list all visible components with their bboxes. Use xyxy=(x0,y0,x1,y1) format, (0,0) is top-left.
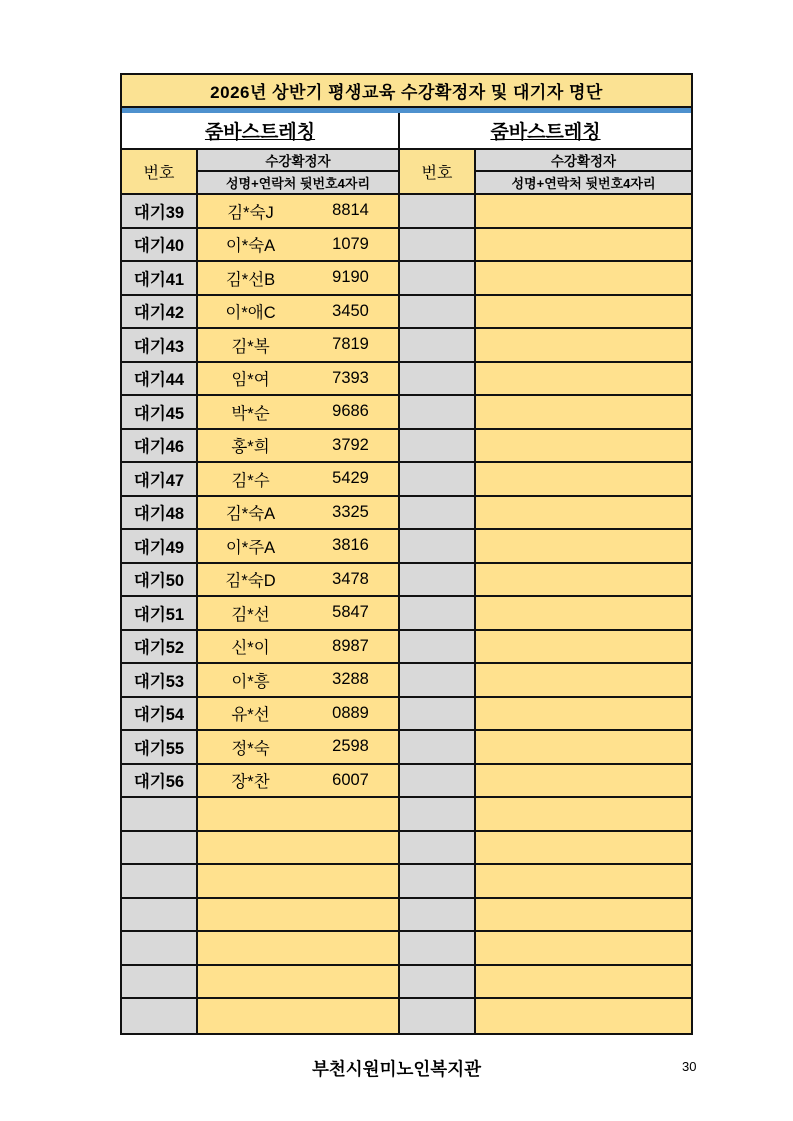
row-name-cell xyxy=(476,865,596,897)
table-row xyxy=(400,664,691,698)
row-phone4-cell xyxy=(596,731,691,763)
row-name-cell: 홍*희 xyxy=(198,430,303,462)
row-number-cell: 대기44 xyxy=(122,363,198,395)
row-name-cell xyxy=(476,195,596,227)
table-row xyxy=(122,463,398,497)
row-number-cell xyxy=(122,865,198,897)
row-number-cell xyxy=(400,698,476,730)
row-phone4-cell xyxy=(596,899,691,931)
row-number-cell: 대기51 xyxy=(122,597,198,629)
row-phone4-cell: 0889 xyxy=(303,698,398,730)
row-phone4-cell: 8814 xyxy=(303,195,398,227)
row-phone4-cell: 8987 xyxy=(303,631,398,663)
row-phone4-cell xyxy=(596,698,691,730)
row-name-cell xyxy=(198,966,303,998)
row-number-cell xyxy=(400,396,476,428)
row-number-cell xyxy=(400,664,476,696)
row-name-cell xyxy=(476,396,596,428)
row-number-cell: 대기49 xyxy=(122,530,198,562)
row-number-cell: 대기56 xyxy=(122,765,198,797)
row-number-cell xyxy=(400,999,476,1033)
table-row xyxy=(400,396,691,430)
row-name-cell: 김*선 xyxy=(198,597,303,629)
column-headers xyxy=(400,150,691,195)
row-name-cell: 김*수 xyxy=(198,463,303,495)
table-row xyxy=(122,664,398,698)
row-name-cell xyxy=(476,329,596,361)
table-row xyxy=(400,999,691,1033)
table-row xyxy=(400,195,691,229)
section-right xyxy=(400,113,691,1033)
row-name-cell xyxy=(476,229,596,261)
table-row xyxy=(400,631,691,665)
row-number-cell xyxy=(122,798,198,830)
row-name-cell xyxy=(198,899,303,931)
table-row xyxy=(400,765,691,799)
row-name-cell xyxy=(476,798,596,830)
row-name-cell xyxy=(476,932,596,964)
row-number-cell xyxy=(400,296,476,328)
table-row xyxy=(122,597,398,631)
row-name-cell xyxy=(476,530,596,562)
row-number-cell xyxy=(400,966,476,998)
table-row xyxy=(400,229,691,263)
row-phone4-cell xyxy=(303,899,398,931)
table-row xyxy=(400,899,691,933)
row-name-cell xyxy=(198,999,303,1033)
table-row xyxy=(122,932,398,966)
row-phone4-cell: 3325 xyxy=(303,497,398,529)
row-phone4-cell xyxy=(596,329,691,361)
row-number-cell xyxy=(122,832,198,864)
row-phone4-cell: 7819 xyxy=(303,329,398,361)
row-phone4-cell xyxy=(303,999,398,1033)
row-name-cell xyxy=(476,999,596,1033)
row-number-cell xyxy=(400,865,476,897)
row-number-cell xyxy=(400,765,476,797)
row-name-cell xyxy=(476,832,596,864)
row-number-cell xyxy=(400,329,476,361)
row-number-cell xyxy=(400,229,476,261)
row-name-cell xyxy=(476,731,596,763)
table-row xyxy=(122,798,398,832)
table-row xyxy=(122,999,398,1033)
row-phone4-cell xyxy=(303,932,398,964)
row-number-cell xyxy=(400,363,476,395)
row-phone4-cell xyxy=(596,865,691,897)
table-row xyxy=(122,631,398,665)
row-name-cell xyxy=(476,262,596,294)
row-name-cell xyxy=(476,296,596,328)
column-headers xyxy=(122,150,398,195)
row-number-cell: 대기39 xyxy=(122,195,198,227)
row-number-cell xyxy=(400,430,476,462)
row-name-cell xyxy=(476,564,596,596)
row-name-cell xyxy=(476,899,596,931)
row-phone4-cell xyxy=(596,396,691,428)
table-row xyxy=(400,497,691,531)
row-name-cell: 이*숙A xyxy=(198,229,303,261)
table-row xyxy=(400,363,691,397)
table-row xyxy=(122,262,398,296)
row-number-cell xyxy=(400,832,476,864)
row-name-cell: 김*숙D xyxy=(198,564,303,596)
table-row xyxy=(122,899,398,933)
row-name-cell: 신*이 xyxy=(198,631,303,663)
table-row xyxy=(400,832,691,866)
rows-left xyxy=(122,195,398,1033)
col-header-name-phone: 성명+연락처 뒷번호4자리 xyxy=(198,172,398,193)
table-row xyxy=(122,430,398,464)
table-row xyxy=(122,832,398,866)
row-number-cell xyxy=(400,899,476,931)
row-phone4-cell xyxy=(596,798,691,830)
row-phone4-cell: 9190 xyxy=(303,262,398,294)
row-phone4-cell xyxy=(596,363,691,395)
row-name-cell xyxy=(476,497,596,529)
row-phone4-cell xyxy=(596,262,691,294)
row-number-cell xyxy=(400,497,476,529)
row-phone4-cell: 5429 xyxy=(303,463,398,495)
table-row xyxy=(400,865,691,899)
row-phone4-cell xyxy=(596,530,691,562)
row-number-cell xyxy=(400,564,476,596)
table-row xyxy=(122,329,398,363)
table-row xyxy=(122,966,398,1000)
row-phone4-cell: 9686 xyxy=(303,396,398,428)
row-name-cell xyxy=(198,865,303,897)
row-phone4-cell: 3816 xyxy=(303,530,398,562)
table-row xyxy=(400,564,691,598)
row-number-cell xyxy=(400,530,476,562)
row-name-cell: 이*흥 xyxy=(198,664,303,696)
row-phone4-cell: 3288 xyxy=(303,664,398,696)
row-name-cell xyxy=(476,966,596,998)
row-phone4-cell xyxy=(596,463,691,495)
row-phone4-cell xyxy=(596,296,691,328)
row-phone4-cell xyxy=(596,430,691,462)
row-number-cell: 대기46 xyxy=(122,430,198,462)
row-phone4-cell xyxy=(596,497,691,529)
row-phone4-cell xyxy=(596,664,691,696)
row-phone4-cell: 5847 xyxy=(303,597,398,629)
table-row xyxy=(122,195,398,229)
row-phone4-cell xyxy=(596,932,691,964)
row-phone4-cell xyxy=(596,229,691,261)
table-row xyxy=(400,463,691,497)
col-header-confirmed: 수강확정자 xyxy=(198,150,398,172)
row-name-cell xyxy=(476,363,596,395)
table-row xyxy=(122,229,398,263)
row-name-cell: 임*여 xyxy=(198,363,303,395)
row-name-cell: 김*선B xyxy=(198,262,303,294)
table-row xyxy=(400,966,691,1000)
table-row xyxy=(400,597,691,631)
row-phone4-cell: 2598 xyxy=(303,731,398,763)
row-name-cell xyxy=(476,597,596,629)
table-row xyxy=(122,564,398,598)
row-phone4-cell: 7393 xyxy=(303,363,398,395)
row-phone4-cell xyxy=(596,966,691,998)
table-row xyxy=(400,932,691,966)
table-sections xyxy=(122,113,691,1033)
row-name-cell xyxy=(476,463,596,495)
row-phone4-cell xyxy=(596,832,691,864)
row-number-cell: 대기52 xyxy=(122,631,198,663)
table-row xyxy=(122,363,398,397)
col-header-no: 번호 xyxy=(122,150,198,193)
row-number-cell xyxy=(122,966,198,998)
row-number-cell xyxy=(400,195,476,227)
row-number-cell: 대기55 xyxy=(122,731,198,763)
row-phone4-cell xyxy=(596,195,691,227)
doc-title: 2026년 상반기 평생교육 수강확정자 및 대기자 명단 xyxy=(122,75,691,108)
class-name-heading xyxy=(400,113,691,150)
row-phone4-cell: 3478 xyxy=(303,564,398,596)
row-name-cell xyxy=(476,664,596,696)
table-row xyxy=(122,731,398,765)
col-header-confirmed: 수강확정자 xyxy=(476,150,691,172)
row-name-cell xyxy=(198,932,303,964)
row-name-cell: 김*숙J xyxy=(198,195,303,227)
row-number-cell: 대기48 xyxy=(122,497,198,529)
row-name-cell xyxy=(476,698,596,730)
row-number-cell xyxy=(400,631,476,663)
row-phone4-cell xyxy=(596,765,691,797)
class-name-text: 줌바스트레칭 xyxy=(490,122,601,143)
row-phone4-cell xyxy=(596,597,691,629)
table-row xyxy=(122,497,398,531)
col-header-no: 번호 xyxy=(400,150,476,193)
table-row xyxy=(122,698,398,732)
class-name-heading xyxy=(122,113,398,150)
table-row xyxy=(400,430,691,464)
row-number-cell xyxy=(400,463,476,495)
row-name-cell: 김*복 xyxy=(198,329,303,361)
table-row xyxy=(400,530,691,564)
row-name-cell xyxy=(198,832,303,864)
row-phone4-cell xyxy=(596,564,691,596)
table-row xyxy=(400,698,691,732)
row-phone4-cell: 3792 xyxy=(303,430,398,462)
row-number-cell: 대기50 xyxy=(122,564,198,596)
page-number: 30 xyxy=(682,1059,697,1074)
row-name-cell: 장*찬 xyxy=(198,765,303,797)
row-name-cell xyxy=(198,798,303,830)
row-number-cell: 대기47 xyxy=(122,463,198,495)
table-row xyxy=(122,396,398,430)
col-header-name-phone: 성명+연락처 뒷번호4자리 xyxy=(476,172,691,193)
row-number-cell: 대기40 xyxy=(122,229,198,261)
row-number-cell xyxy=(122,999,198,1033)
row-name-cell: 이*주A xyxy=(198,530,303,562)
row-phone4-cell xyxy=(303,798,398,830)
table-row xyxy=(122,865,398,899)
row-number-cell: 대기42 xyxy=(122,296,198,328)
row-number-cell xyxy=(400,798,476,830)
row-phone4-cell: 3450 xyxy=(303,296,398,328)
row-phone4-cell xyxy=(303,865,398,897)
row-phone4-cell xyxy=(303,966,398,998)
row-number-cell: 대기41 xyxy=(122,262,198,294)
row-phone4-cell: 6007 xyxy=(303,765,398,797)
table-row xyxy=(400,798,691,832)
table-row xyxy=(400,731,691,765)
table-row xyxy=(400,329,691,363)
row-number-cell xyxy=(122,932,198,964)
row-name-cell: 이*애C xyxy=(198,296,303,328)
row-phone4-cell xyxy=(303,832,398,864)
rows-right xyxy=(400,195,691,1033)
table-row xyxy=(400,262,691,296)
table-row xyxy=(122,296,398,330)
row-number-cell xyxy=(400,597,476,629)
col-header-group xyxy=(198,150,398,193)
row-phone4-cell xyxy=(596,999,691,1033)
row-number-cell: 대기43 xyxy=(122,329,198,361)
row-name-cell: 김*숙A xyxy=(198,497,303,529)
row-phone4-cell: 1079 xyxy=(303,229,398,261)
class-name-text: 줌바스트레칭 xyxy=(204,122,316,143)
row-number-cell xyxy=(400,932,476,964)
row-number-cell: 대기54 xyxy=(122,698,198,730)
row-number-cell: 대기53 xyxy=(122,664,198,696)
row-name-cell: 정*숙 xyxy=(198,731,303,763)
attendance-table xyxy=(120,73,693,1035)
row-phone4-cell xyxy=(596,631,691,663)
row-name-cell: 박*순 xyxy=(198,396,303,428)
row-name-cell xyxy=(476,765,596,797)
table-row xyxy=(122,765,398,799)
row-name-cell xyxy=(476,430,596,462)
row-name-cell xyxy=(476,631,596,663)
footer-org-name: 부천시원미노인복지관 xyxy=(311,1059,482,1079)
table-row xyxy=(400,296,691,330)
row-number-cell: 대기45 xyxy=(122,396,198,428)
row-name-cell: 유*선 xyxy=(198,698,303,730)
row-number-cell xyxy=(122,899,198,931)
section-left xyxy=(122,113,400,1033)
table-row xyxy=(122,530,398,564)
col-header-group xyxy=(476,150,691,193)
row-number-cell xyxy=(400,731,476,763)
row-number-cell xyxy=(400,262,476,294)
